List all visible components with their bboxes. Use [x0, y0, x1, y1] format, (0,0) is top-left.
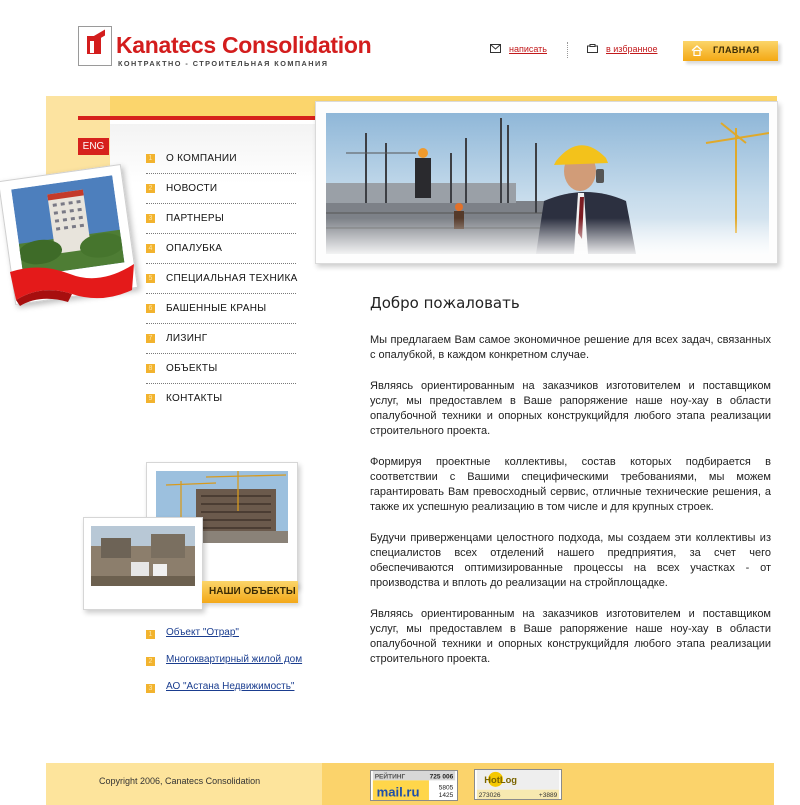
hotlog-logo: HotLog	[484, 775, 518, 786]
project-number-badge: 1	[146, 630, 155, 639]
nav-label: О КОМПАНИИ	[166, 153, 237, 164]
nav-item-tower-cranes[interactable]	[146, 294, 296, 324]
nav-number-badge: 8	[146, 364, 155, 373]
counter-today: 5805	[438, 784, 454, 792]
favorites-link[interactable]	[606, 44, 657, 54]
project-number-badge: 2	[146, 657, 155, 666]
content-paragraph: Являясь ориентированным на заказчиков изготовителем и поставщиком услуг, мы предоставлем в Ваше рапоряжение наше ноу-хау в области опалубочной техники и опорных конструкцийдля любого этапа реализации строительного проекта.	[370, 380, 771, 437]
nav-number-badge: 7	[146, 334, 155, 343]
main-content	[370, 294, 771, 683]
counter-hosts: 1425	[438, 792, 454, 800]
hero-construction-photo	[326, 113, 769, 254]
language-switch-eng[interactable]: ENG	[78, 138, 109, 155]
nav-number-badge: 9	[146, 394, 155, 403]
nav-label: ПАРТНЕРЫ	[166, 213, 225, 224]
hotlog-visits: 273026	[478, 792, 501, 800]
project-link-apartment-building[interactable]: Многоквартирный жилой дом	[166, 654, 303, 665]
logo-title: Kanatecs Consolidation	[116, 32, 372, 58]
red-accent-line	[78, 116, 318, 120]
nav-item-special-equipment[interactable]	[146, 264, 296, 294]
main-nav	[146, 144, 296, 414]
project-link-otrar[interactable]: Объект "Отрар"	[166, 627, 239, 638]
nav-item-objects[interactable]	[146, 354, 296, 384]
nav-number-badge: 3	[146, 214, 155, 223]
nav-number-badge: 6	[146, 304, 155, 313]
project-item-astana	[146, 681, 346, 708]
mail-icon	[490, 44, 501, 53]
company-logo[interactable]	[78, 26, 372, 70]
logo-subtitle: КОНТРАКТНО - СТРОИТЕЛЬНАЯ КОМПАНИЯ	[118, 59, 329, 68]
content-paragraph: Формируя проектные коллективы, состав которых подбирается в соответствии с Вашими специфическими требованиями, мы можем гарантировать Вам превосходный сервис, отличные технические решения, а также их успешную реализацию в том числе и для крупных строек.	[370, 456, 771, 513]
home-icon	[691, 45, 703, 56]
mailru-rating-counter[interactable]	[370, 770, 458, 801]
nav-item-formwork[interactable]	[146, 234, 296, 264]
page-title: Добро пожаловать	[370, 294, 520, 312]
folder-icon	[587, 44, 598, 53]
header-divider	[567, 42, 568, 58]
our-objects-button[interactable]	[202, 581, 298, 603]
write-link-label: написать	[509, 44, 547, 54]
nav-label: НОВОСТИ	[166, 183, 218, 194]
copyright-text: Copyright 2006, Canatecs Consolidation	[99, 776, 261, 786]
nav-item-about[interactable]	[146, 144, 296, 174]
hotlog-counter[interactable]	[474, 769, 562, 800]
construction-yard-photo	[91, 526, 195, 586]
favorites-link-label: в избранное	[606, 44, 658, 54]
nav-number-badge: 4	[146, 244, 155, 253]
nav-item-leasing[interactable]	[146, 324, 296, 354]
nav-label: ЛИЗИНГ	[166, 333, 208, 344]
nav-label: БАШЕННЫЕ КРАНЫ	[166, 303, 267, 314]
nav-item-partners[interactable]	[146, 204, 296, 234]
nav-label: ОПАЛУБКА	[166, 243, 223, 254]
objects-photo-small[interactable]	[83, 517, 203, 610]
counter-total: 725 006	[429, 773, 454, 781]
content-paragraph: Являясь ориентированным на заказчиков изготовителем и поставщиком услуг, мы предоставлем в Ваше рапоряжение наше ноу-хау в области опалубочной техники и опорных конструкцийдля любого этапа реализации строительного проекта.	[370, 608, 771, 665]
counter-rating-label: РЕЙТИНГ	[374, 773, 406, 781]
hotlog-delta: +3889	[538, 792, 558, 800]
nav-item-news[interactable]	[146, 174, 296, 204]
hero-photo-frame	[315, 101, 778, 264]
nav-number-badge: 1	[146, 154, 155, 163]
project-item-otrar	[146, 627, 346, 654]
nav-label: СПЕЦИАЛЬНАЯ ТЕХНИКА	[166, 273, 298, 284]
write-link[interactable]	[509, 44, 547, 54]
content-paragraph: Будучи приверженцами целостного подхода, мы создаем эти коллективы из специалистов всех отделений нашего предприятия, за счет чего обеспечиваются оптимизированные процессы на всех участках - от производства и вплоть до реализации на стройплощадке.	[370, 532, 771, 589]
logo-mark-icon	[78, 26, 112, 66]
project-number-badge: 3	[146, 684, 155, 693]
our-objects-label: НАШИ ОБЪЕКТЫ	[209, 586, 296, 597]
project-item-apartment	[146, 654, 346, 681]
projects-list	[146, 627, 346, 708]
nav-label: ОБЪЕКТЫ	[166, 363, 218, 374]
red-ribbon-decoration	[10, 258, 134, 306]
nav-number-badge: 5	[146, 274, 155, 283]
mailru-logo: mail.ru	[376, 784, 420, 800]
nav-label: КОНТАКТЫ	[166, 393, 223, 404]
project-link-astana-realty[interactable]: АО "Астана Недвижимость"	[166, 681, 295, 692]
nav-number-badge: 2	[146, 184, 155, 193]
nav-item-contacts[interactable]	[146, 384, 296, 414]
home-button[interactable]	[683, 41, 778, 61]
content-paragraph: Мы предлагаем Вам самое экономичное решение для всех задач, связанных с опалубкой, в каждом конкретном случае.	[370, 334, 771, 361]
home-button-label: ГЛАВНАЯ	[713, 45, 760, 55]
